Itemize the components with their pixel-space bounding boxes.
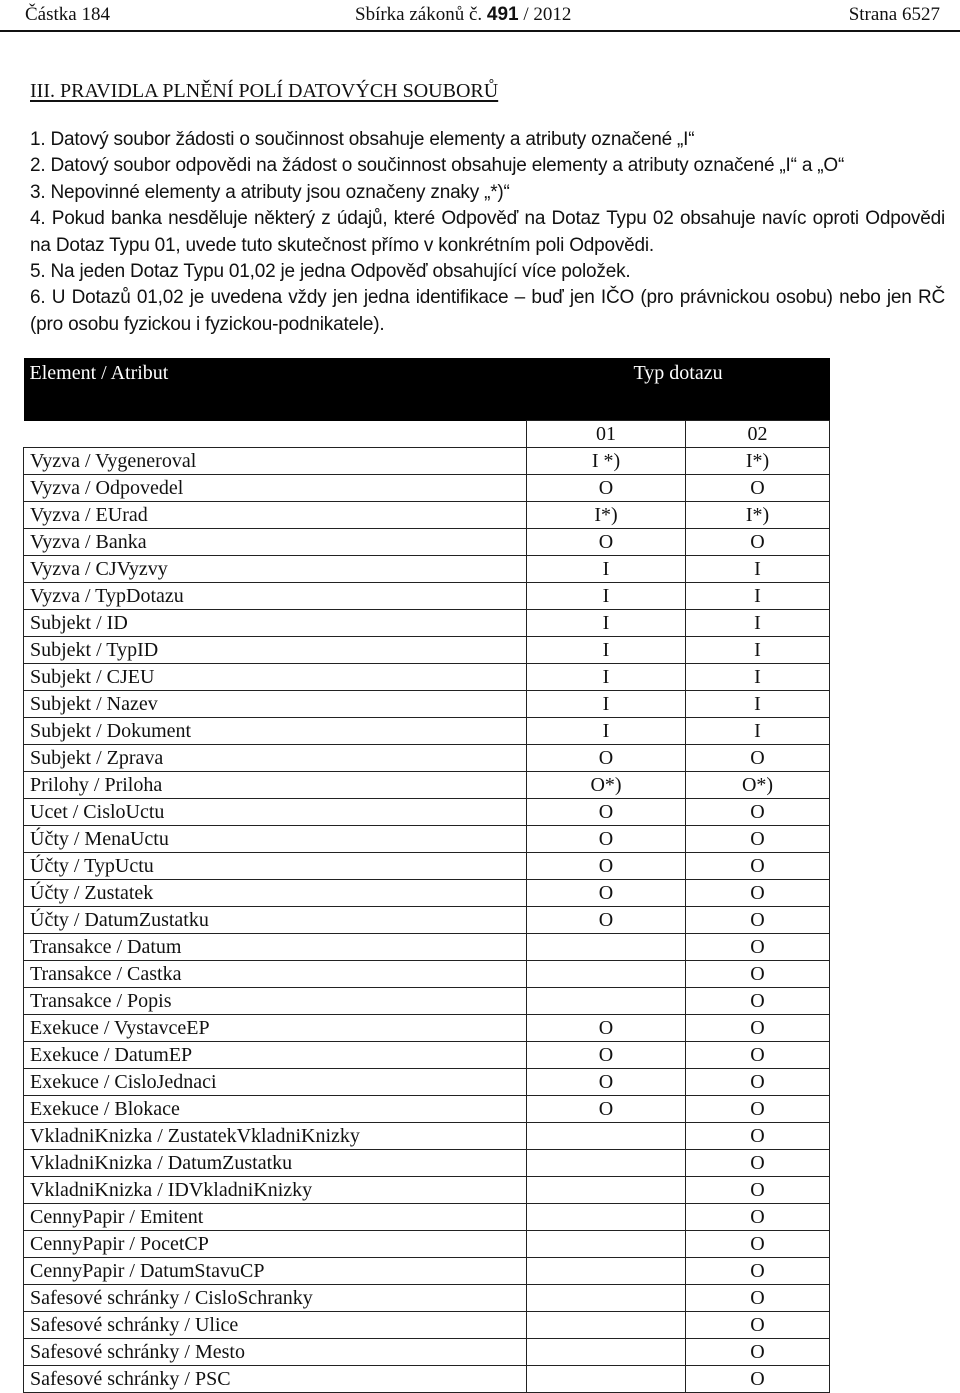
element-cell: CennyPapir / PocetCP	[24, 1231, 527, 1258]
typ-02-cell: I	[686, 637, 830, 664]
typ-02-cell: O	[686, 529, 830, 556]
typ-02-cell: O	[686, 1258, 830, 1285]
element-cell: Vyzva / EUrad	[24, 502, 527, 529]
table-row	[24, 1312, 830, 1339]
typ-01-cell: I	[527, 556, 686, 583]
typ-01-cell: O	[527, 1069, 686, 1096]
subheader-blank	[24, 421, 527, 448]
typ-02-cell: O	[686, 799, 830, 826]
collection-prefix: Sbírka zákonů č.	[355, 4, 483, 25]
rules-list	[30, 127, 945, 338]
table-row	[24, 1231, 830, 1258]
table-row	[24, 502, 830, 529]
typ-01-cell: I	[527, 691, 686, 718]
rule-item: 1. Datový soubor žádosti o součinnost obsahuje elementy a atributy označené „I“	[30, 129, 695, 150]
table-row	[24, 1177, 830, 1204]
element-cell: CennyPapir / DatumStavuCP	[24, 1258, 527, 1285]
typ-02-cell: O	[686, 475, 830, 502]
typ-01-cell: O	[527, 1042, 686, 1069]
element-cell: Ucet / CisloUctu	[24, 799, 527, 826]
element-cell: VkladniKnizka / DatumZustatku	[24, 1150, 527, 1177]
table-row	[24, 718, 830, 745]
typ-01-cell: O	[527, 475, 686, 502]
element-cell: Safesové schránky / CisloSchranky	[24, 1285, 527, 1312]
typ-02-cell: O	[686, 907, 830, 934]
typ-02-cell: O	[686, 1204, 830, 1231]
typ-02-cell: O	[686, 1042, 830, 1069]
table-row	[24, 880, 830, 907]
table-row	[24, 1366, 830, 1393]
typ-01-cell	[527, 1150, 686, 1177]
typ-02-cell: O	[686, 1312, 830, 1339]
element-cell: Safesové schránky / Ulice	[24, 1312, 527, 1339]
rule-item: 2. Datový soubor odpovědi na žádost o součinnost obsahuje elementy a atributy označené „I“ a „O“	[30, 155, 845, 177]
typ-01-cell: I	[527, 664, 686, 691]
typ-02-cell: I*)	[686, 448, 830, 475]
typ-01-cell	[527, 1204, 686, 1231]
element-cell: Vyzva / Vygeneroval	[24, 448, 527, 475]
typ-02-cell: O	[686, 1123, 830, 1150]
typ-02-cell: O	[686, 1150, 830, 1177]
typ-01-cell: O*)	[527, 772, 686, 799]
typ-02-cell: O	[686, 1366, 830, 1393]
typ-01-cell	[527, 1258, 686, 1285]
table-row	[24, 934, 830, 961]
element-cell: Exekuce / CisloJednaci	[24, 1069, 527, 1096]
element-cell: Subjekt / TypID	[24, 637, 527, 664]
element-cell: Subjekt / Nazev	[24, 691, 527, 718]
element-cell: VkladniKnizka / ZustatekVkladniKnizky	[24, 1123, 527, 1150]
table-row	[24, 745, 830, 772]
rule-item: 4. Pokud banka nesděluje některý z údajů, které Odpověď na Dotaz Typu 02 obsahuje navíc oproti Odpovědi na Dotaz Typu 01, uvede tuto skutečnost přímo v konkrétním poli Odpovědi.	[30, 208, 945, 256]
table-row	[24, 610, 830, 637]
typ-02-cell: O	[686, 853, 830, 880]
typ-02-cell: O	[686, 1231, 830, 1258]
typ-02-cell: O	[686, 1015, 830, 1042]
typ-01-cell	[527, 934, 686, 961]
typ-02-cell: I	[686, 583, 830, 610]
element-cell: Účty / MenaUctu	[24, 826, 527, 853]
header-divider	[0, 30, 960, 32]
typ-02-cell: O	[686, 988, 830, 1015]
typ-02-cell: I*)	[686, 502, 830, 529]
table-row	[24, 1015, 830, 1042]
table-row	[24, 664, 830, 691]
typ-02-cell: O	[686, 1069, 830, 1096]
typ-02-cell: I	[686, 718, 830, 745]
element-cell: Safesové schránky / PSC	[24, 1366, 527, 1393]
table-row	[24, 907, 830, 934]
header-02: 02	[686, 421, 830, 448]
typ-01-cell: O	[527, 529, 686, 556]
typ-01-cell: O	[527, 745, 686, 772]
element-cell: VkladniKnizka / IDVkladniKnizky	[24, 1177, 527, 1204]
typ-02-cell: I	[686, 556, 830, 583]
typ-01-cell: O	[527, 853, 686, 880]
element-cell: CennyPapir / Emitent	[24, 1204, 527, 1231]
typ-02-cell: O	[686, 880, 830, 907]
typ-01-cell: O	[527, 907, 686, 934]
typ-02-cell: I	[686, 691, 830, 718]
element-cell: Subjekt / CJEU	[24, 664, 527, 691]
typ-01-cell: I	[527, 637, 686, 664]
table-row	[24, 1123, 830, 1150]
table-row	[24, 961, 830, 988]
typ-01-cell: O	[527, 1015, 686, 1042]
table-row	[24, 799, 830, 826]
typ-01-cell: O	[527, 826, 686, 853]
typ-01-cell	[527, 1366, 686, 1393]
element-cell: Vyzva / Banka	[24, 529, 527, 556]
typ-01-cell: I *)	[527, 448, 686, 475]
rule-item: 6. U Dotazů 01,02 je uvedena vždy jen jedna identifikace – buď jen IČO (pro právnickou osobu) nebo jen RČ (pro osobu fyzickou i fyzickou-podnikatele).	[30, 287, 945, 335]
element-cell: Subjekt / ID	[24, 610, 527, 637]
element-cell: Účty / Zustatek	[24, 880, 527, 907]
table-row	[24, 475, 830, 502]
table-row	[24, 1258, 830, 1285]
issue-label: Částka 184	[25, 4, 110, 25]
typ-02-cell: O	[686, 961, 830, 988]
collection-label	[355, 4, 571, 26]
table-subheader-row	[24, 421, 830, 448]
typ-02-cell: O	[686, 826, 830, 853]
typ-01-cell: I	[527, 610, 686, 637]
element-cell: Vyzva / Odpovedel	[24, 475, 527, 502]
typ-02-cell: O	[686, 1177, 830, 1204]
typ-02-cell: O	[686, 1096, 830, 1123]
page-number: Strana 6527	[848, 4, 940, 25]
element-cell: Prilohy / Priloha	[24, 772, 527, 799]
rule-item: 3. Nepovinné elementy a atributy jsou označeny znaky „*)“	[30, 181, 510, 203]
element-cell: Safesové schránky / Mesto	[24, 1339, 527, 1366]
table-row	[24, 1204, 830, 1231]
table-row	[24, 691, 830, 718]
typ-01-cell: I	[527, 718, 686, 745]
typ-02-cell: O	[686, 934, 830, 961]
element-cell: Subjekt / Zprava	[24, 745, 527, 772]
typ-01-cell	[527, 1123, 686, 1150]
typ-02-cell: O	[686, 1339, 830, 1366]
element-cell: Transakce / Castka	[24, 961, 527, 988]
table-row	[24, 448, 830, 475]
element-cell: Subjekt / Dokument	[24, 718, 527, 745]
collection-year: / 2012	[523, 4, 572, 25]
header-01: 01	[527, 421, 686, 448]
typ-01-cell	[527, 988, 686, 1015]
table-row	[24, 1042, 830, 1069]
table-row	[24, 826, 830, 853]
typ-01-cell	[527, 1231, 686, 1258]
typ-02-cell: O*)	[686, 772, 830, 799]
element-cell: Vyzva / CJVyzvy	[24, 556, 527, 583]
table-row	[24, 1150, 830, 1177]
header-element: Element / Atribut	[24, 358, 527, 421]
typ-01-cell	[527, 961, 686, 988]
typ-02-cell: O	[686, 745, 830, 772]
typ-02-cell: I	[686, 664, 830, 691]
table-row	[24, 529, 830, 556]
table-row	[24, 853, 830, 880]
typ-02-cell: I	[686, 610, 830, 637]
typ-01-cell	[527, 1285, 686, 1312]
table-header-row	[24, 358, 830, 421]
typ-01-cell: O	[527, 799, 686, 826]
element-cell: Účty / DatumZustatku	[24, 907, 527, 934]
typ-01-cell: I	[527, 583, 686, 610]
section-title: III. PRAVIDLA PLNĚNÍ POLÍ DATOVÝCH SOUBORŮ	[30, 80, 499, 102]
law-number: 491	[486, 4, 519, 25]
rule-item: 5. Na jeden Dotaz Typu 01,02 je jedna Odpověď obsahující více položek.	[30, 261, 631, 283]
typ-01-cell: I*)	[527, 502, 686, 529]
table-row	[24, 1285, 830, 1312]
element-cell: Účty / TypUctu	[24, 853, 527, 880]
typ-01-cell: O	[527, 1096, 686, 1123]
table-row	[24, 772, 830, 799]
element-cell: Exekuce / Blokace	[24, 1096, 527, 1123]
typ-01-cell	[527, 1339, 686, 1366]
table-row	[24, 583, 830, 610]
element-cell: Transakce / Datum	[24, 934, 527, 961]
fields-table	[23, 358, 830, 1393]
table-row	[24, 1339, 830, 1366]
table-row	[24, 1096, 830, 1123]
table-row	[24, 988, 830, 1015]
element-cell: Transakce / Popis	[24, 988, 527, 1015]
typ-01-cell	[527, 1177, 686, 1204]
table-row	[24, 637, 830, 664]
page-header	[0, 0, 960, 30]
element-cell: Exekuce / DatumEP	[24, 1042, 527, 1069]
element-cell: Vyzva / TypDotazu	[24, 583, 527, 610]
typ-02-cell: O	[686, 1285, 830, 1312]
typ-01-cell	[527, 1312, 686, 1339]
header-typ-dotazu: Typ dotazu	[527, 358, 830, 421]
table-row	[24, 556, 830, 583]
table-row	[24, 1069, 830, 1096]
element-cell: Exekuce / VystavceEP	[24, 1015, 527, 1042]
typ-01-cell: O	[527, 880, 686, 907]
